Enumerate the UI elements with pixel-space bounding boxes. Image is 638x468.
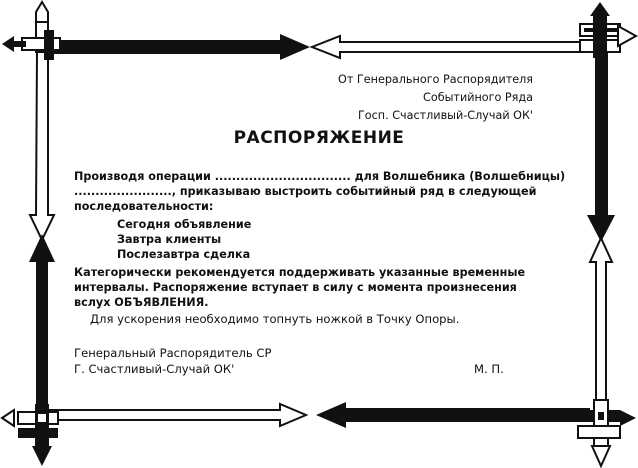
body-line-3: последовательности: — [74, 200, 214, 213]
top-right-white-arrow — [312, 36, 590, 58]
sequence-item-1: Сегодня объявление — [117, 218, 252, 231]
left-bottom-black-arrow — [29, 234, 55, 410]
top-left-black-arrow — [44, 34, 310, 60]
bottom-right-black-arrow — [316, 402, 590, 428]
from-line-1: От Генерального Распорядителя — [338, 73, 533, 86]
from-line-3: Госп. Счастливый-Случай ОК' — [357, 109, 533, 122]
body-line-2: ......................., приказываю выстроить событийный ряд в следующей — [74, 185, 537, 198]
sequence-item-2: Завтра клиенты — [117, 233, 222, 246]
signature-line-1: Генеральный Распорядитель СР — [74, 346, 272, 360]
stamp-place-label: М. П. — [474, 362, 504, 376]
recommend-line-2: интервалы. Распоряжение вступает в силу с момента произнесения — [74, 281, 517, 294]
right-bottom-white-arrow — [590, 238, 612, 410]
signature-line-2: Г. Счастливый-Случай ОК' — [74, 362, 235, 376]
body-line-1: Производя операции ................................ для Волшебника (Волшебницы) — [74, 170, 566, 183]
corner-bottom-left — [2, 404, 58, 466]
recommend-line-1: Категорически рекомендуется поддерживать указанные временные — [74, 266, 526, 279]
bottom-left-white-arrow — [44, 404, 306, 426]
corner-top-right — [580, 2, 636, 58]
from-line-2: Событийного Ряда — [423, 91, 533, 104]
document-title: РАСПОРЯЖЕНИЕ — [233, 128, 405, 148]
sequence-item-3: Послезавтра сделка — [117, 248, 251, 261]
acceleration-note: Для ускорения необходимо топнуть ножкой в Точку Опоры. — [90, 312, 460, 326]
corner-top-left — [2, 0, 60, 60]
recommend-line-3: вслух ОБЪЯВЛЕНИЯ. — [74, 296, 209, 309]
